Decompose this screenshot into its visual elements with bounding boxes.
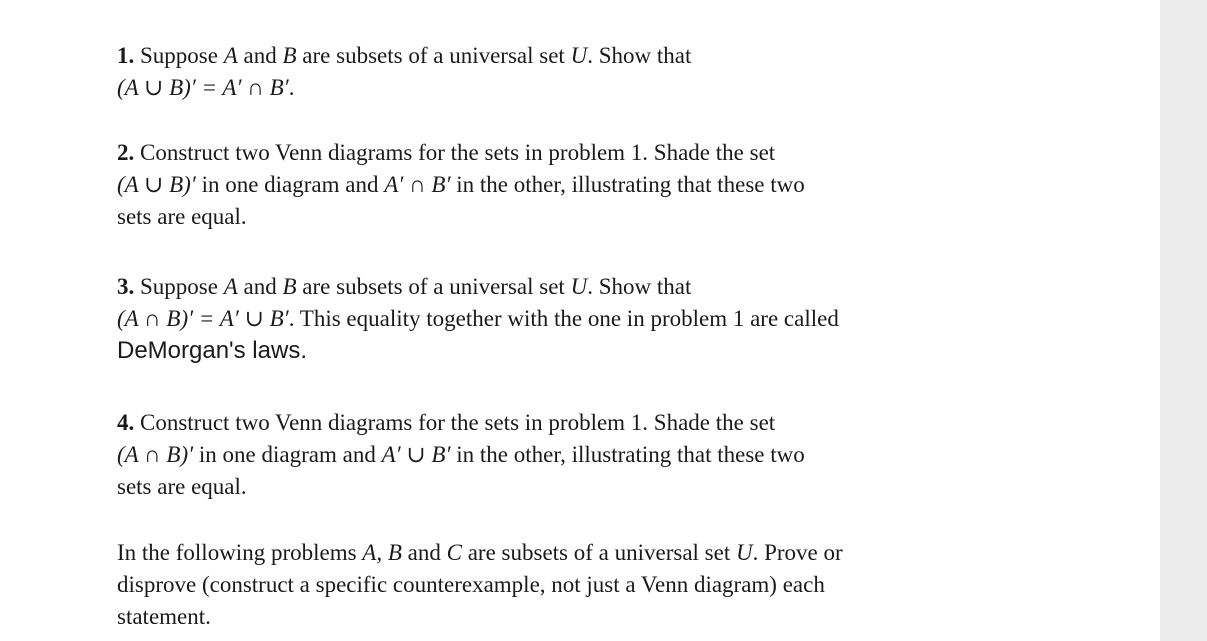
formula: (A ∩ B)′ = A′ ∪ B′ xyxy=(117,306,289,331)
problem-4-line-1 xyxy=(117,407,805,439)
problem-3-line-3 xyxy=(117,335,839,367)
text-run: in one diagram and xyxy=(195,172,385,197)
scrollbar-track[interactable] xyxy=(1160,0,1207,641)
set-b: B xyxy=(282,274,297,299)
formula: (A ∪ B)′ = A′ ∩ B′ xyxy=(117,75,289,100)
text-run: . Show that xyxy=(587,274,692,299)
problem-number: 1. xyxy=(117,43,135,68)
problem-3-line-1 xyxy=(117,271,839,303)
text-run: in the other, illustrating that these two xyxy=(450,442,805,467)
set-a: A xyxy=(223,274,238,299)
set-a: A xyxy=(223,43,238,68)
problem-1 xyxy=(117,40,691,104)
text-run: sets are equal. xyxy=(117,474,247,499)
problem-3-line-2 xyxy=(117,303,839,335)
text-run: in the other, illustrating that these two xyxy=(450,172,805,197)
text-run: Construct two Venn diagrams for the sets in problem 1. Shade the set xyxy=(140,410,776,435)
set-u: U xyxy=(570,274,588,299)
formula: (A ∪ B)′ xyxy=(117,172,196,197)
demorgan-laws-text: DeMorgan's laws. xyxy=(117,337,307,364)
formula: A′ ∪ B′ xyxy=(381,442,451,467)
text-run: and xyxy=(237,274,283,299)
intro-line-1 xyxy=(117,537,843,569)
text-run: . This equality together with the one in problem 1 are called xyxy=(288,306,839,331)
intro-line-3: statement. xyxy=(117,604,211,629)
text-run: In the following problems xyxy=(117,540,363,565)
formula: A′ ∩ B′ xyxy=(384,172,451,197)
text-run: and xyxy=(401,540,447,565)
problem-4 xyxy=(117,407,805,503)
problem-number: 3. xyxy=(117,274,135,299)
text-run: . Show that xyxy=(587,43,692,68)
text-run: Suppose xyxy=(140,274,224,299)
set-u: U xyxy=(735,540,753,565)
set-b: B xyxy=(282,43,297,68)
problem-1-line-2 xyxy=(117,72,691,104)
formula: (A ∩ B)′ xyxy=(117,442,194,467)
intro-line-2: disprove (construct a specific counterexample, not just a Venn diagram) each xyxy=(117,572,825,597)
text-run: sets are equal. xyxy=(117,204,247,229)
text-run: and xyxy=(237,43,283,68)
problem-2-line-3 xyxy=(117,201,805,233)
problem-1-line-1 xyxy=(117,40,691,72)
problem-3 xyxy=(117,271,839,367)
problem-2 xyxy=(117,137,805,233)
problem-2-line-1 xyxy=(117,137,805,169)
text-run: are subsets of a universal set xyxy=(296,274,571,299)
set-u: U xyxy=(570,43,588,68)
set-c: C xyxy=(446,540,462,565)
intro-paragraph xyxy=(117,537,843,633)
problem-4-line-3 xyxy=(117,471,805,503)
text-run: are subsets of a universal set xyxy=(461,540,736,565)
text-run: Suppose xyxy=(140,43,224,68)
text-run: Construct two Venn diagrams for the sets in problem 1. Shade the set xyxy=(140,140,776,165)
problem-number: 4. xyxy=(117,410,135,435)
text-run: in one diagram and xyxy=(193,442,382,467)
text-run: . xyxy=(288,75,295,100)
sets-a-b: A, B xyxy=(362,540,402,565)
text-run: are subsets of a universal set xyxy=(296,43,571,68)
problem-2-line-2 xyxy=(117,169,805,201)
text-run: . Prove or xyxy=(752,540,843,565)
problem-number: 2. xyxy=(117,140,135,165)
problem-4-line-2 xyxy=(117,439,805,471)
